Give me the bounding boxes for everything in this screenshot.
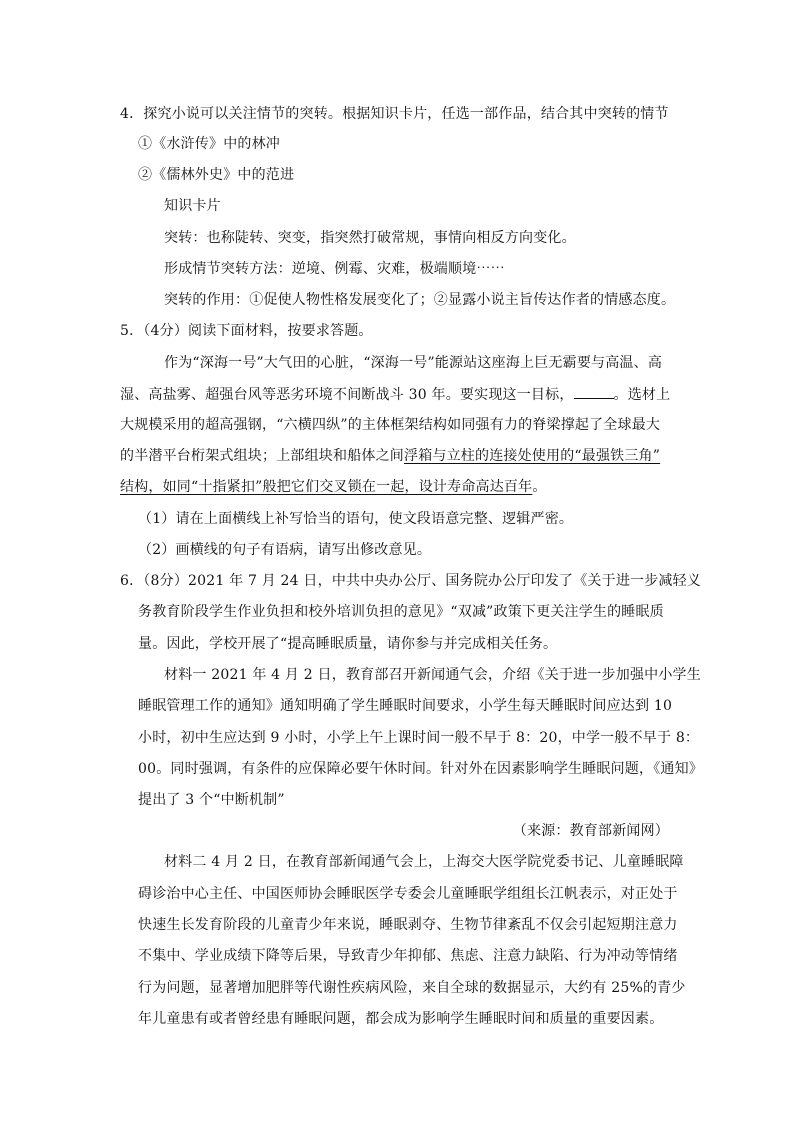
q6-material-2-line: 快速生长发育阶段的儿童青少年来说，睡眠剥夺、生物节律紊乱不仅会引起短期注意力: [138, 917, 678, 933]
q6-material-1-line: 小时，初中生应达到 9 小时，小学上午上课时间一般不早于 8：20，中学一般不早于 8：: [138, 730, 700, 746]
q6-material-2-line: 碍诊治中心主任、中国医师协会睡眠医学专委会儿童睡眠学组组长江帆表示，对正处于: [138, 886, 678, 902]
q4-option-2: ②《儒林外史》中的范进: [138, 167, 295, 183]
q6-material-2-line: 年儿童患有或者曾经患有睡眠问题，都会成为影响学生睡眠时间和质量的重要因素。: [138, 1011, 664, 1027]
q5-passage-text: 。: [532, 479, 547, 495]
q6-material-2-line: 行为问题，显著增加肥胖等代谢性疾病风险，来自全球的数据显示，大约有 25%的青少: [138, 980, 686, 996]
q4-card-title: 知识卡片: [164, 198, 221, 214]
q5-passage-line: 作为“深海一号”大气田的心脏，“深海一号”能源站这座海上巨无霸要与高温、高: [164, 355, 663, 371]
q5-stem: 5．（4分）阅读下面材料，按要求答题。: [120, 323, 373, 339]
q6-stem-line: 量。因此，学校开展了“提高睡眠质量，请你参与并完成相关任务。: [138, 636, 558, 652]
q4-stem: 4．探究小说可以关注情节的突转。根据知识卡片，任选一部作品，结合其中突转的情节: [120, 106, 669, 122]
q5-subquestion-2: （2）画横线的句子有语病，请写出修改意见。: [138, 542, 432, 558]
q6-material-1-line: 材料一 2021 年 4 月 2 日，教育部召开新闻通气会，介绍《关于进一步加强中小学生: [164, 667, 701, 683]
q5-passage-text: 湿、高盐雾、超强台风等恶劣环境不间断战斗 30 年。要实现这一目标，: [120, 387, 574, 403]
q6-material-1-line: 00。同时强调，有条件的应保障必要午休时间。针对外在因素影响学生睡眠问题，《通知》: [138, 761, 704, 777]
q5-fill-blank[interactable]: [574, 384, 614, 399]
q5-passage-text: 。选材上: [613, 387, 671, 403]
q6-material-1-source: （来源：教育部新闻网）: [512, 823, 669, 839]
q5-passage-line: [120, 477, 680, 497]
q6-material-2-line: 材料二 4 月 2 日，在教育部新闻通气会上，上海交大医学院党委书记、儿童睡眠障: [164, 854, 684, 870]
q6-stem-line: 务教育阶段学生作业负担和校外培训负担的意见》“双减”政策下更关注学生的睡眠质: [138, 604, 664, 620]
q6-material-1-line: 睡眠管理工作的通知》通知明确了学生睡眠时间要求，小学生每天睡眠时间应达到 10: [138, 698, 673, 714]
q6-material-2-line: 不集中、学业成绩下降等后果，导致青少年抑郁、焦虑、注意力缺陷、行为冲动等情绪: [138, 948, 678, 964]
q5-subquestion-1: （1）请在上面横线上补写恰当的语句，使文段语意完整、逻辑严密。: [138, 511, 574, 527]
q6-stem-line: 6．（8分）2021 年 7 月 24 日，中共中央办公厅、国务院办公厅印发了《关于进一步减轻义: [120, 573, 702, 589]
q4-option-1: ①《水浒传》中的林冲: [138, 136, 280, 152]
q4-card-methods: 形成情节突转方法：逆境、例霉、灾难，极端顺境⋯⋯: [164, 261, 505, 277]
q5-underlined-sentence: 结构，如同“十指紧扣”般把它们交叉锁在一起，设计寿命高达百年: [120, 479, 533, 495]
q6-material-1-line: 提出了 3 个“中断机制”: [138, 792, 285, 808]
q4-card-effect: 突转的作用：①促使人物性格发展变化了；②显露小说主旨传达作者的情感态度。: [164, 292, 676, 308]
q5-passage-line: [120, 446, 680, 466]
q5-passage-line: 大规模采用的超高强钢，“六横四纵”的主体框架结构如同强有力的脊梁撑起了全球最大: [120, 417, 661, 433]
q5-underlined-sentence: 浮箱与立柱的连接处使用的“最强铁三角”: [404, 448, 661, 464]
q4-card-definition: 突转：也称陡转、突变，指突然打破常规，事情向相反方向变化。: [164, 230, 576, 246]
q5-passage-line: [120, 384, 680, 405]
q5-passage-text: 的半潜平台桁架式组块；上部组块和船体之间: [120, 448, 404, 464]
